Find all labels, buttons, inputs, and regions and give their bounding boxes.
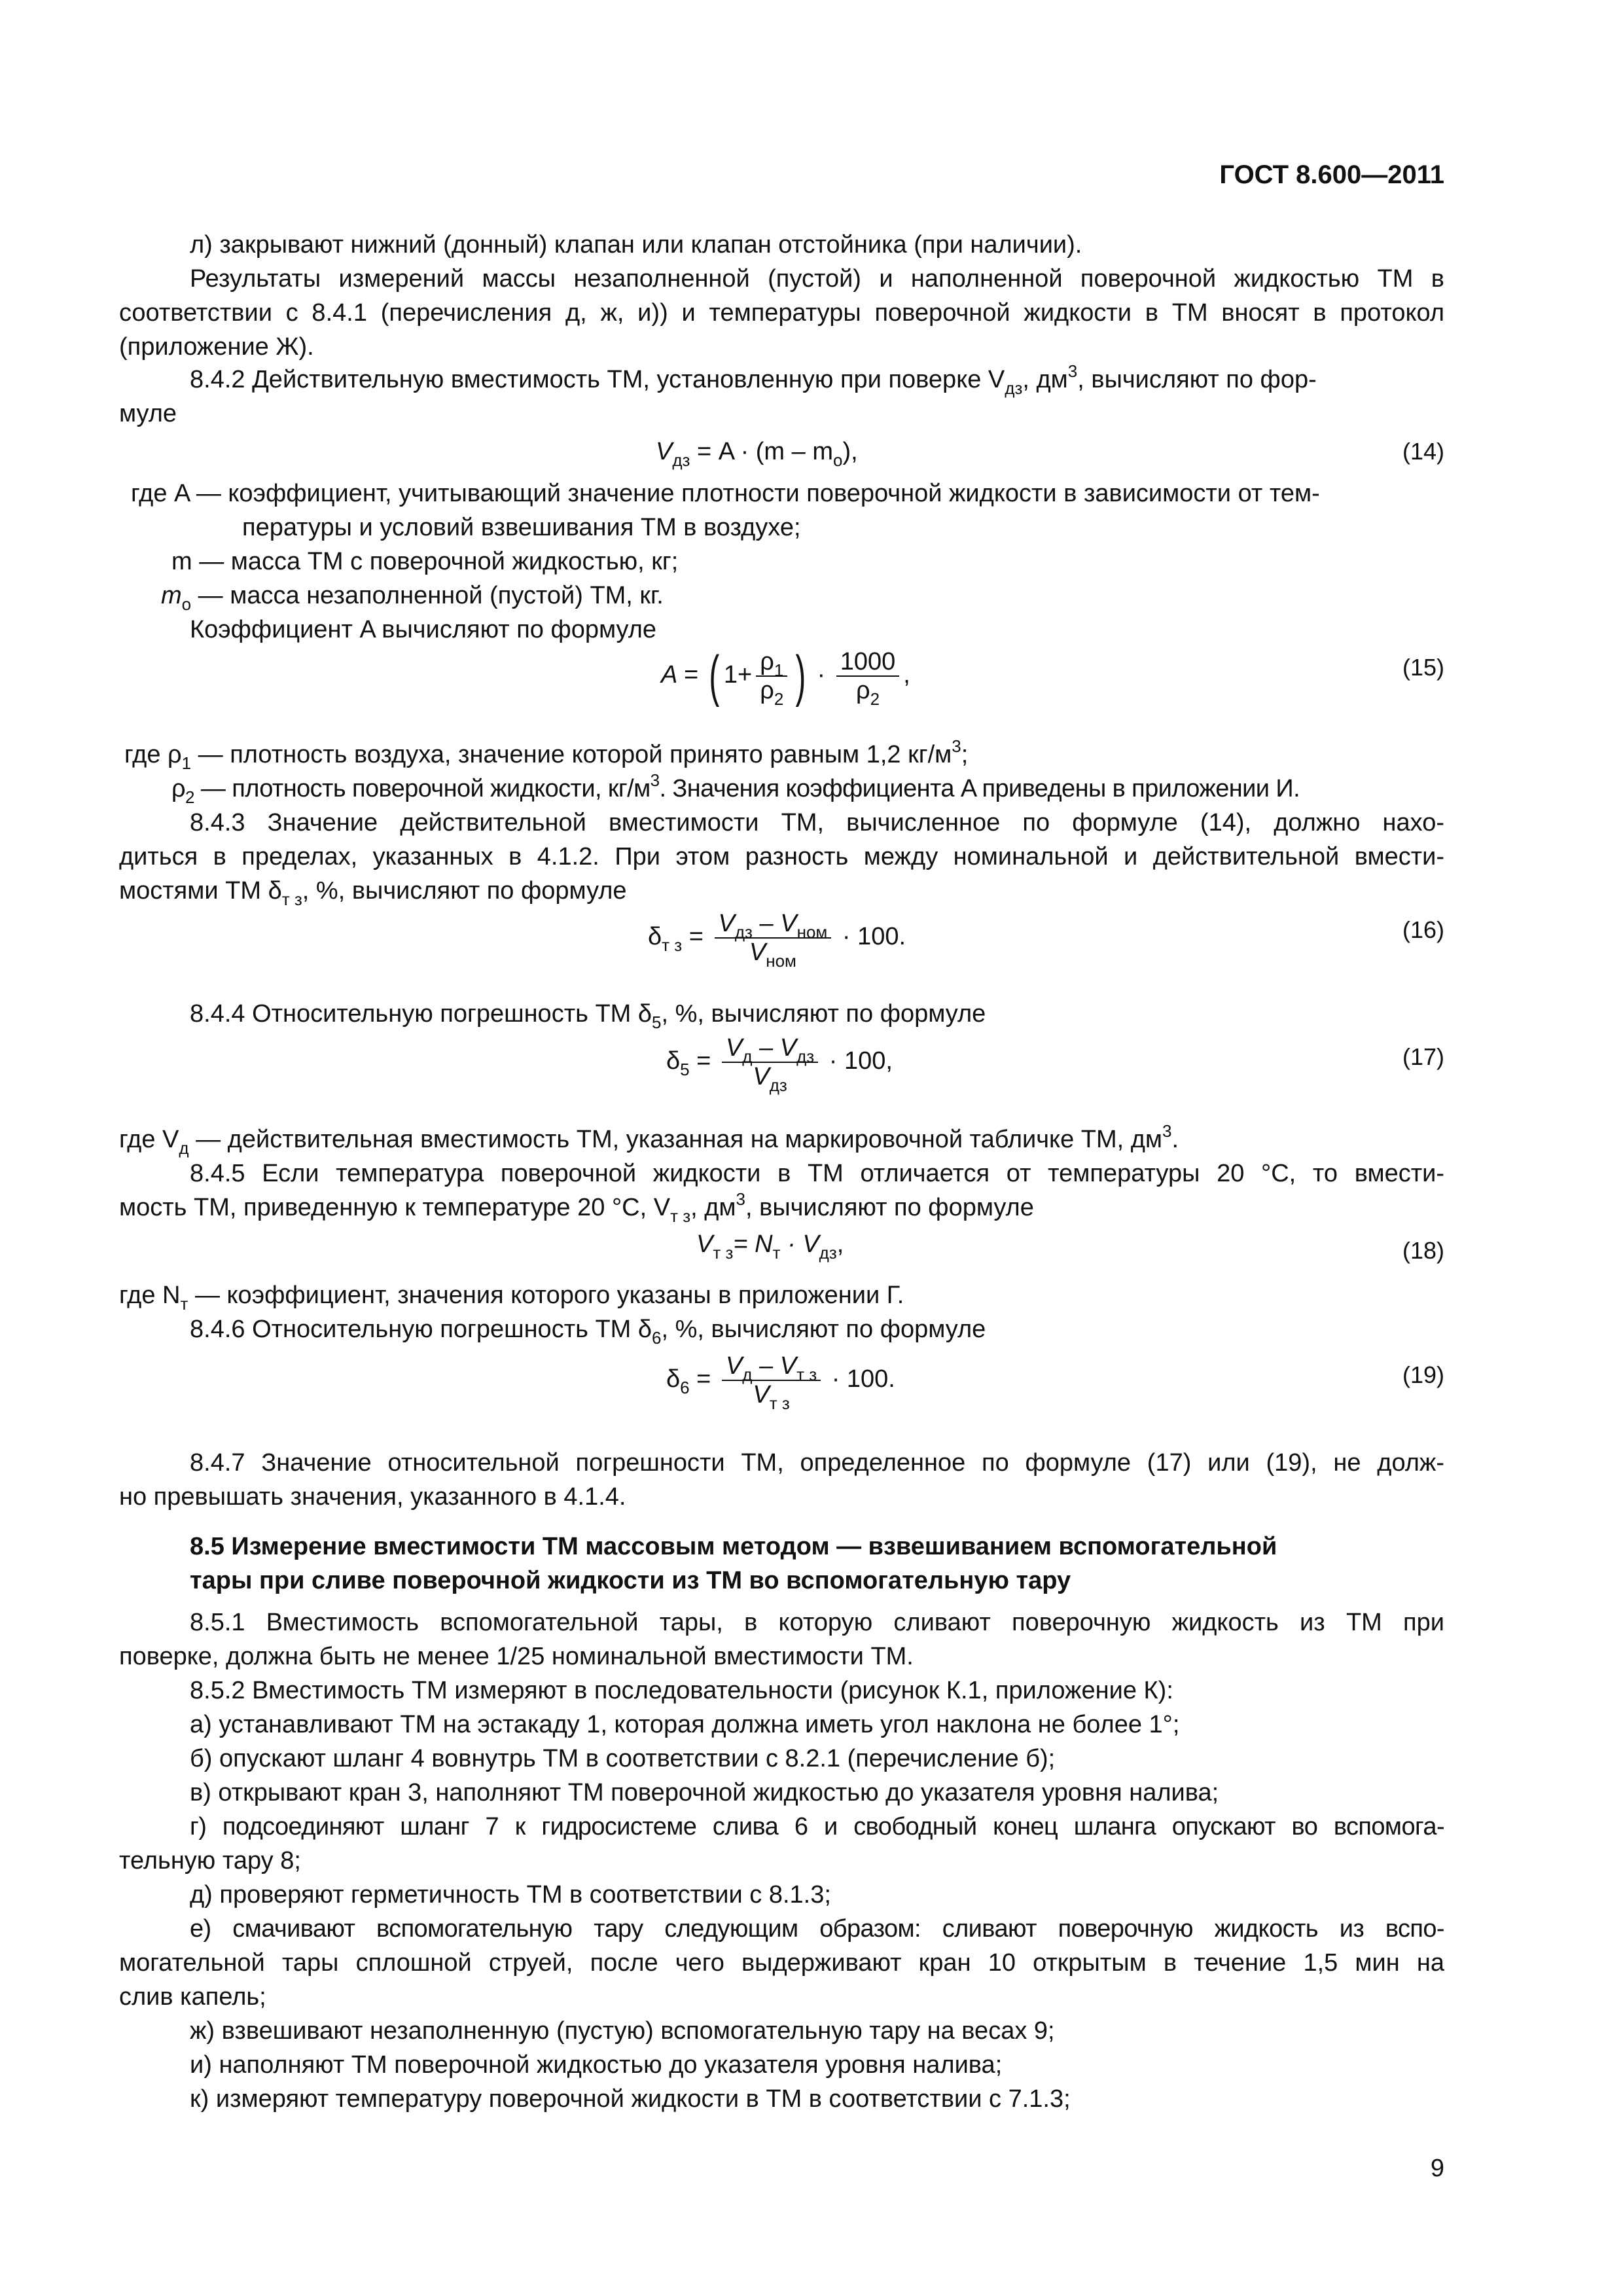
subscript: 1 — [181, 753, 192, 773]
formula-16 — [648, 910, 906, 971]
text-line — [161, 581, 664, 614]
text-line — [190, 999, 986, 1032]
text-fragment: — плотность поверочной жидкости, кг/м — [194, 775, 651, 802]
fraction — [722, 1034, 818, 1095]
text-line: 8.5.2 Вместимость ТМ измеряют в последовательности (рисунок К.1, приложение К): — [190, 1677, 1173, 1704]
numerator: $V_д - V_{т з}$ — [722, 1352, 821, 1381]
text-fragment: ρ — [171, 775, 186, 802]
denominator: $V_{дз}$ — [753, 1063, 787, 1095]
section-heading: 8.5 Измерение вместимости ТМ массовым методом — взвешиванием вспомогательной — [190, 1533, 1277, 1560]
text-fragment: , %, вычисляют по формуле — [661, 1316, 986, 1343]
list-item: слив капель; — [119, 1983, 266, 2011]
text-fragment: , вычисляют по фор- — [1077, 366, 1317, 393]
formula-text: · — [810, 661, 832, 689]
formula-text: , — [836, 1230, 844, 1258]
text-fragment: , вычисляют по формуле — [745, 1194, 1034, 1221]
formula-14 — [656, 437, 858, 470]
text-fragment: , дм — [690, 1194, 736, 1221]
subscript: о — [833, 450, 843, 470]
formula-number: (18) — [1402, 1237, 1444, 1264]
text-line: m — масса ТМ с поверочной жидкостью, кг; — [171, 548, 679, 575]
text-line: муле — [119, 400, 177, 427]
subscript: 6 — [680, 1378, 690, 1398]
text-line — [190, 1314, 986, 1348]
text-fragment: 8.4.4 Относительную погрешность ТМ δ — [190, 1000, 652, 1028]
list-item: и) наполняют ТМ поверочной жидкостью до указателя уровня налива; — [190, 2051, 1003, 2079]
superscript: 3 — [952, 736, 961, 756]
list-item: д) проверяют герметичность ТМ в соответствии с 8.1.3; — [190, 1881, 831, 1909]
formula-text: · 100. — [835, 923, 906, 951]
text-fragment: где N — [119, 1282, 181, 1309]
text-line — [171, 770, 1300, 807]
formula-text: · 100, — [822, 1047, 893, 1075]
text-line: 8.4.3 Значение действительной вместимости ТМ, вычисленное по формуле (14), должно нахо- — [190, 809, 1444, 836]
text-line: где A — коэффициент, учитывающий значение плотности поверочной жидкости в зависимости от тем- — [131, 480, 1320, 507]
subscript: т з — [670, 1206, 691, 1226]
formula-number: (17) — [1402, 1043, 1444, 1070]
subscript: о — [181, 594, 192, 614]
numerator: $\rho_1$ — [756, 648, 787, 677]
superscript: 3 — [650, 770, 660, 790]
text-line: 8.4.7 Значение относительной погрешности ТМ, определенное по формуле (17) или (19), не долж- — [190, 1449, 1444, 1477]
fraction — [836, 648, 900, 709]
formula-17 — [666, 1034, 893, 1095]
text-line: пературы и условий взвешивания ТМ в воздухе; — [242, 514, 801, 541]
text-line: Коэффициент A вычисляют по формуле — [190, 616, 657, 643]
list-item: е) смачивают вспомогательную тару следующим образом: сливают поверочную жидкость из вспо- — [190, 1915, 1444, 1943]
subscript: дз — [1005, 378, 1023, 398]
text-fragment: , %, вычисляют по формуле — [302, 877, 627, 905]
text-line — [119, 876, 627, 909]
text-line: диться в пределах, указанных в 4.1.2. При этом разность между номинальной и действительной вмести- — [119, 843, 1444, 870]
list-item: а) устанавливают ТМ на эстакаду 1, которая должна иметь угол наклона не более 1°; — [190, 1711, 1180, 1738]
formula-text: = — [682, 923, 711, 951]
formula-symbol: V — [656, 438, 673, 465]
fraction — [715, 910, 832, 971]
text-fragment: , %, вычисляют по формуле — [661, 1000, 986, 1028]
subscript: т з — [281, 889, 302, 909]
subscript: т з — [662, 935, 683, 956]
subscript: 5 — [680, 1060, 690, 1080]
formula-number: (16) — [1402, 916, 1444, 943]
text-line: поверке, должна быть не менее 1/25 номинальной вместимости ТМ. — [119, 1643, 914, 1670]
subscript: т — [180, 1294, 188, 1314]
formula-text: = N — [733, 1230, 773, 1258]
text-fragment: m — [161, 582, 182, 609]
formula-symbol: δ — [666, 1365, 681, 1393]
text-line — [119, 1121, 1179, 1158]
subscript: т — [772, 1243, 781, 1263]
formula-text: = A · (m – m — [690, 438, 833, 465]
subscript: 6 — [652, 1328, 662, 1348]
formula-number: (19) — [1402, 1361, 1444, 1388]
text-fragment: где ρ — [124, 741, 182, 768]
text-fragment: 8.4.6 Относительную погрешность ТМ δ — [190, 1316, 652, 1343]
text-fragment: — коэффициент, значения которого указаны в приложении Г. — [188, 1282, 904, 1309]
superscript: 3 — [736, 1189, 746, 1209]
text-line: Результаты измерений массы незаполненной (пустой) и наполненной поверочной жидкостью ТМ в — [190, 265, 1444, 293]
subscript: 5 — [652, 1013, 662, 1032]
formula-symbol: A = — [661, 661, 705, 689]
text-line: л) закрывают нижний (донный) клапан или клапан отстойника (при наличии). — [190, 231, 1082, 259]
list-item: могательной тары сплошной струей, после чего выдерживают кран 10 открытым в течение 1,5 мин на — [119, 1949, 1444, 1977]
text-fragment: мостями ТМ δ — [119, 877, 282, 905]
formula-symbol: δ — [648, 923, 662, 951]
standard-header: ГОСТ 8.600—2011 — [1219, 160, 1444, 189]
list-item: к) измеряют температуру поверочной жидкости в ТМ в соответствии с 7.1.3; — [190, 2085, 1071, 2113]
numerator: 1000 — [836, 648, 900, 677]
page-number: 9 — [1430, 2155, 1444, 2182]
list-item: ж) взвешивают незаполненную (пустую) вспомогательную тару на весах 9; — [190, 2017, 1055, 2045]
text-line: (приложение Ж). — [119, 333, 314, 361]
denominator: $V_{т з}$ — [753, 1381, 790, 1413]
formula-text: · 100. — [825, 1365, 895, 1393]
text-line: 8.5.1 Вместимость вспомогательной тары, в которую сливают поверочную жидкость из ТМ при — [190, 1609, 1444, 1636]
text-fragment: 8.4.2 Действительную вместимость ТМ, установленную при поверке V — [190, 366, 1005, 393]
text-fragment: — действительная вместимость ТМ, указанная на маркировочной табличке ТМ, дм — [188, 1126, 1163, 1153]
subscript: д — [179, 1138, 189, 1158]
list-item: в) открывают кран 3, наполняют ТМ поверочной жидкостью до указателя уровня налива; — [190, 1779, 1219, 1806]
superscript: 3 — [1162, 1121, 1172, 1141]
text-fragment: ; — [961, 741, 969, 768]
formula-text: ), — [842, 438, 858, 465]
formula-number: (14) — [1402, 438, 1444, 465]
formula-text: = — [689, 1047, 718, 1075]
formula-text: = — [689, 1365, 718, 1393]
subscript: т з — [713, 1243, 734, 1263]
fraction — [722, 1352, 821, 1413]
fraction — [756, 648, 787, 709]
text-line: соответствии с 8.4.1 (перечисления д, ж, и)) и температуры поверочной жидкости в ТМ вносят в протокол — [119, 299, 1444, 327]
subscript: дз — [819, 1243, 837, 1263]
denominator: $V_{ном}$ — [749, 939, 796, 971]
numerator: $V_{дз} - V_{ном}$ — [715, 910, 832, 939]
text-fragment: . — [1171, 1126, 1179, 1153]
denominator: $\rho_2$ — [855, 677, 880, 709]
denominator: $\rho_2$ — [760, 677, 784, 709]
formula-text: 1+ — [723, 661, 753, 689]
right-paren: ) — [795, 645, 806, 708]
formula-number: (15) — [1402, 654, 1444, 681]
list-item: б) опускают шланг 4 вовнутрь ТМ в соответствии с 8.2.1 (перечисление б); — [190, 1745, 1056, 1772]
text-line — [119, 1280, 904, 1314]
formula-19 — [666, 1352, 895, 1413]
list-item: тельную тару 8; — [119, 1847, 301, 1874]
text-line — [119, 1189, 1034, 1226]
text-line — [190, 361, 1317, 398]
text-fragment: мость ТМ, приведенную к температуре 20 °С, V — [119, 1194, 671, 1221]
text-line: но превышать значения, указанного в 4.1.4. — [119, 1483, 626, 1511]
text-fragment: — плотность воздуха, значение которой принято равным 1,2 кг/м — [191, 741, 952, 768]
list-item: г) подсоединяют шланг 7 к гидросистеме слива 6 и свободный конец шланга опускают во вспомога- — [190, 1813, 1444, 1840]
formula-text: , — [903, 661, 910, 689]
left-paren: ( — [709, 645, 720, 708]
text-line — [124, 736, 969, 773]
numerator: $V_д - V_{дз}$ — [722, 1034, 818, 1063]
section-heading: тары при сливе поверочной жидкости из ТМ во вспомогательную тару — [190, 1567, 1071, 1594]
subscript: 2 — [185, 787, 194, 807]
formula-text: · V — [780, 1230, 819, 1258]
formula-15 — [661, 645, 910, 709]
superscript: 3 — [1067, 361, 1078, 381]
formula-symbol: V — [696, 1230, 713, 1258]
text-fragment: . Значения коэффициента A приведены в приложении И. — [659, 775, 1300, 802]
formula-symbol: δ — [666, 1047, 681, 1075]
text-fragment: , дм — [1022, 366, 1068, 393]
subscript: дз — [672, 450, 690, 470]
text-fragment: — масса незаполненной (пустой) ТМ, кг. — [191, 582, 664, 609]
formula-18 — [696, 1229, 844, 1263]
text-fragment: где V — [119, 1126, 179, 1153]
text-line: 8.4.5 Если температура поверочной жидкости в ТМ отличается от температуры 20 °С, то вмести- — [190, 1160, 1444, 1187]
